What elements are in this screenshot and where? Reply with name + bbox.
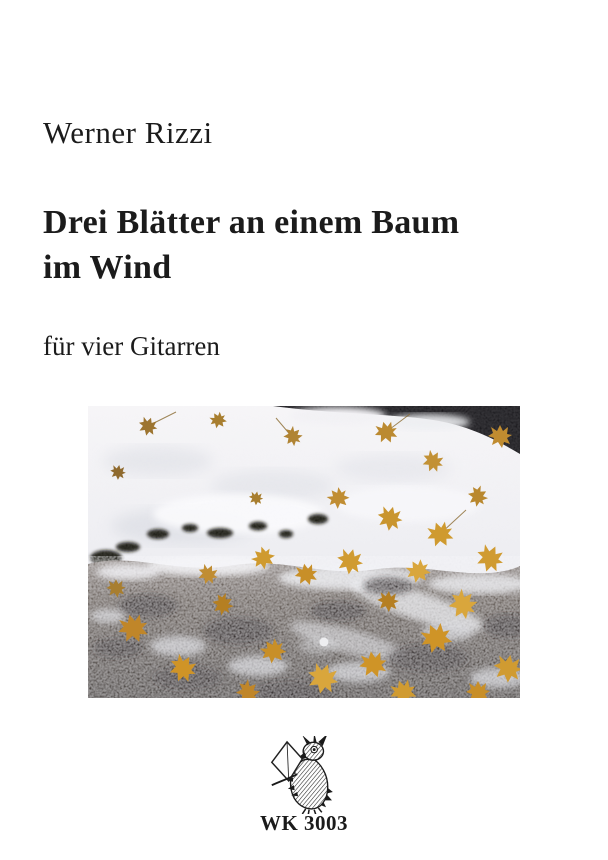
catalog-number: WK 3003 [259,811,349,835]
instrumentation-subtitle: für vier Gitarren [43,331,220,361]
work-title-line1: Drei Blätter an einem Baum [43,204,460,241]
publisher-logo [265,736,343,814]
work-title [43,200,459,290]
owl-with-book-icon [265,736,343,814]
work-title-line2: im Wind [43,249,172,287]
leaves-on-snow-photo [88,406,520,698]
white-pebble [320,638,329,647]
composer-name: Werner Rizzi [43,115,213,150]
cover-photo [88,406,520,698]
